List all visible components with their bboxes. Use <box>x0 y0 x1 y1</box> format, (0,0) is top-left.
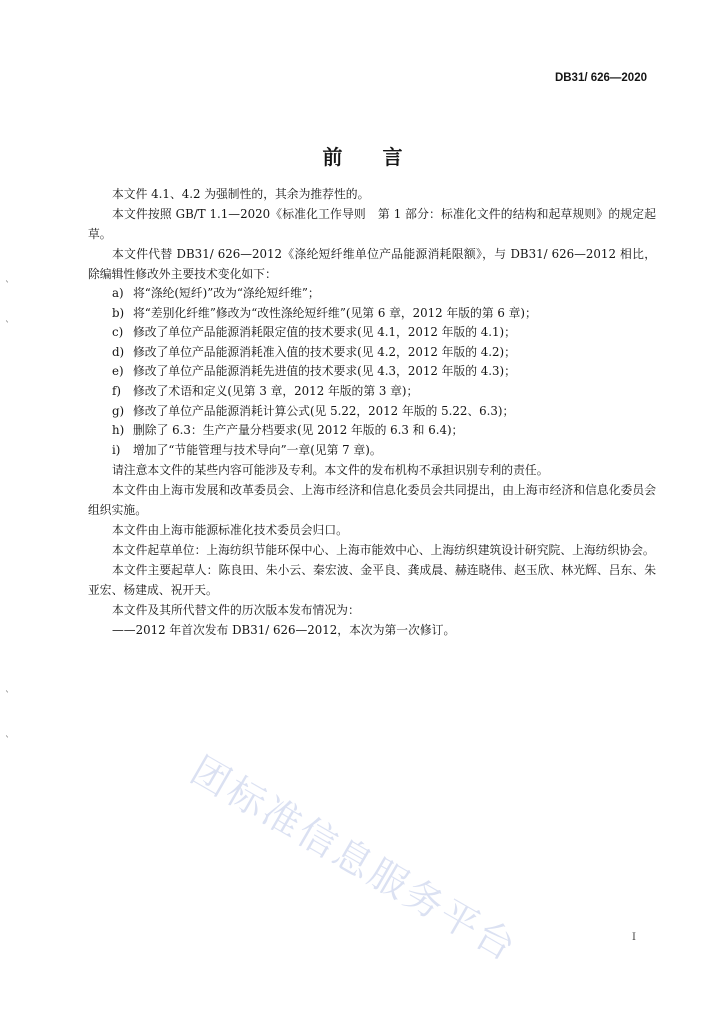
scan-mark: ˋ <box>5 281 10 292</box>
scan-mark: ˋ <box>5 736 10 747</box>
page-title: 前言 <box>322 145 443 169</box>
change-item-i <box>88 441 656 461</box>
list-marker: e) <box>112 364 124 379</box>
drafting-units-paragraph: 本文件起草单位：上海纺织节能环保中心、上海市能效中心、上海纺织建筑设计研究院、上海纺织协会。 <box>112 543 655 558</box>
change-item-d <box>88 343 656 363</box>
scan-mark: ˋ <box>5 691 10 702</box>
drafting-rule-paragraph: 本文件按照 GB/T 1.1—2020《标准化工作导则 第 1 部分：标准化文件的结构和起草规则》的规定起草。 <box>88 207 656 241</box>
change-item-f <box>88 382 656 402</box>
change-item-h <box>88 421 656 441</box>
change-text: 修改了单位产品能源消耗先进值的技术要求(见 4.3，2012 年版的 4.3)； <box>133 364 516 379</box>
proposer-paragraph: 本文件由上海市发展和改革委员会、上海市经济和信息化委员会共同提出，由上海市经济和信息化委员会组织实施。 <box>88 483 656 518</box>
list-marker: a) <box>112 286 124 300</box>
list-marker: h) <box>112 423 125 438</box>
list-marker: c) <box>112 325 124 340</box>
change-text: 修改了单位产品能源消耗计算公式(见 5.22，2012 年版的 5.22、6.3)； <box>133 403 515 418</box>
change-text: 增加了“节能管理与技术导向”一章(见第 7 章)。 <box>133 442 382 457</box>
change-item-c <box>88 323 656 343</box>
change-text: 修改了术语和定义(见第 3 章，2012 年版的第 3 章)； <box>133 383 419 398</box>
patent-notice: 请注意本文件的某些内容可能涉及专利。本文件的发布机构不承担识别专利的责任。 <box>112 463 549 478</box>
change-text: 修改了单位产品能源消耗限定值的技术要求(见 4.1，2012 年版的 4.1)； <box>133 325 516 340</box>
change-text: 删除了 6.3：生产产量分档要求(见 2012 年版的 6.3 和 6.4)； <box>133 423 464 438</box>
change-text: 将“涤纶(短纤)”改为“涤纶短纤维”； <box>133 286 320 300</box>
change-item-b <box>88 304 656 324</box>
replacement-paragraph: 本文件代替 DB31/ 626—2012《涤纶短纤维单位产品能源消耗限额》，与 DB31/ 626—2012 相比，除编辑性修改外主要技术变化如下： <box>88 247 656 281</box>
committee-paragraph: 本文件由上海市能源标准化技术委员会归口。 <box>112 523 348 538</box>
history-item: ——2012 年首次发布 DB31/ 626—2012，本次为第一次修订。 <box>112 623 456 638</box>
change-item-e <box>88 362 656 382</box>
page-number: I <box>632 932 636 943</box>
watermark: 团标准信息服务平台 <box>183 747 526 971</box>
list-marker: g) <box>112 403 125 418</box>
list-marker: d) <box>112 344 125 359</box>
change-text: 将“差别化纤维”修改为“改性涤纶短纤维”(见第 6 章，2012 年版的第 6 章)； <box>133 305 537 320</box>
list-marker: f) <box>112 383 121 398</box>
change-item-g <box>88 402 656 422</box>
document-body <box>88 184 656 640</box>
document-code: DB31/ 626—2020 <box>554 72 647 84</box>
change-text: 修改了单位产品能源消耗准入值的技术要求(见 4.2，2012 年版的 4.2)； <box>133 344 516 359</box>
change-item-a <box>88 284 656 304</box>
drafters-paragraph: 本文件主要起草人：陈良田、朱小云、秦宏波、金平良、龚成晨、赫连晓伟、赵玉欣、林光辉、吕东、朱亚宏、杨建成、祝开天。 <box>88 563 656 598</box>
list-marker: b) <box>112 305 125 320</box>
scan-mark: ˋ <box>5 321 10 332</box>
list-marker: i) <box>112 442 121 457</box>
history-intro: 本文件及其所代替文件的历次版本发布情况为： <box>112 603 360 618</box>
scope-statement: 本文件 4.1、4.2 为强制性的，其余为推荐性的。 <box>112 187 370 201</box>
